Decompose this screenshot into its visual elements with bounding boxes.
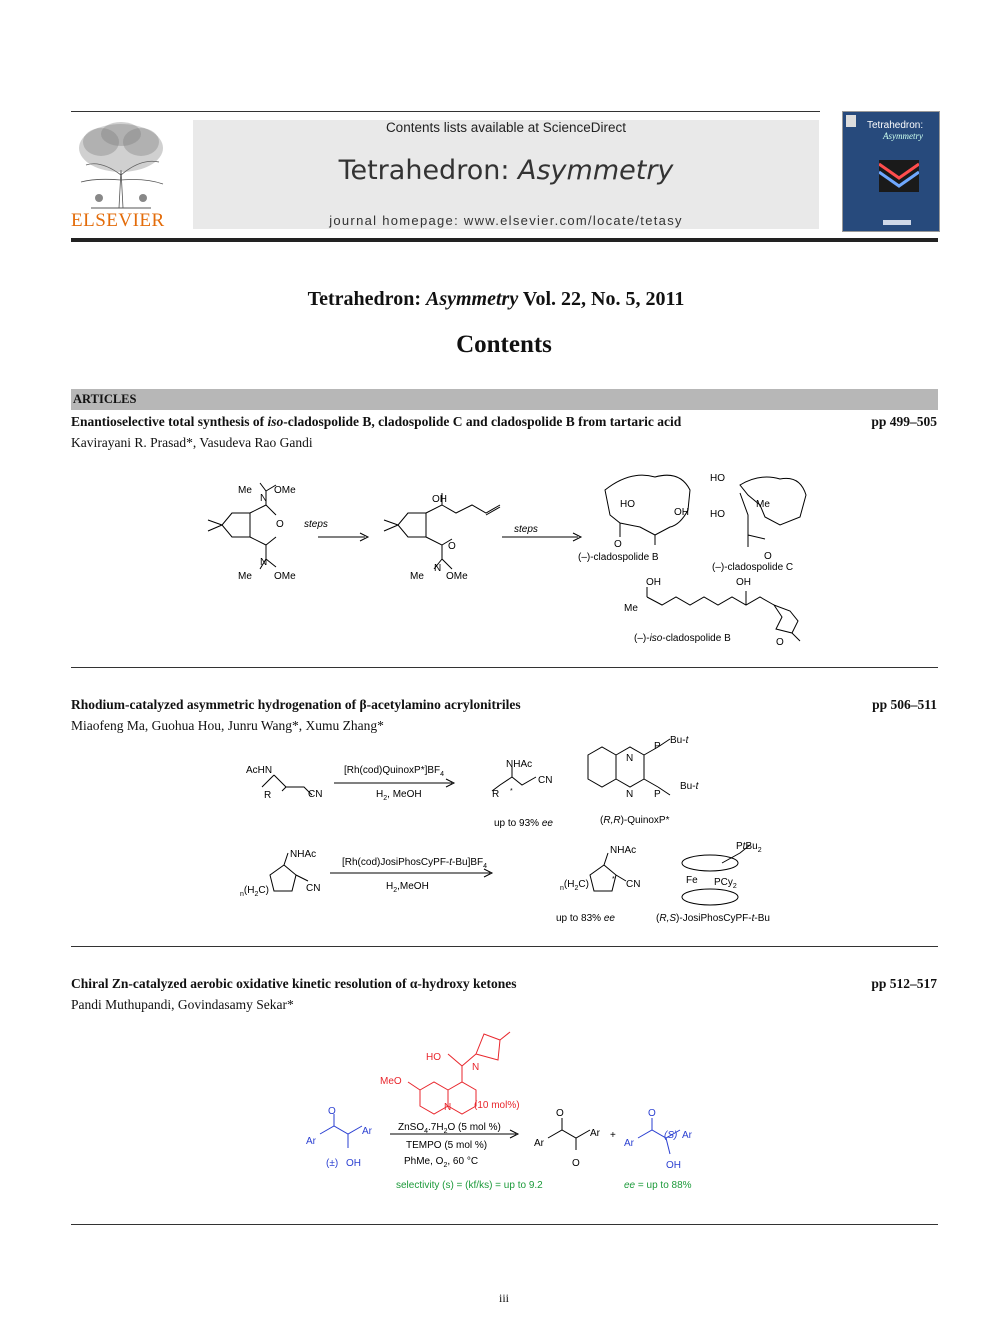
r2-nhac: NHAc [290, 849, 317, 860]
int-n: N [434, 563, 442, 574]
prod2-o: O [764, 551, 772, 562]
prod3-me: Me [624, 603, 638, 614]
lig1-n1: N [626, 753, 634, 764]
lig2-pcy: PCy$_2$ [714, 877, 737, 890]
sm-racemic: (±) [326, 1158, 339, 1169]
divider-1 [71, 667, 938, 668]
article-2-authors: Miaofeng Ma, Guohua Hou, Junru Wang*, Xumu Zhang* [71, 718, 384, 733]
sm-me-bot: Me [238, 571, 252, 582]
ee-text: ee = up to 88% [624, 1180, 692, 1191]
article-1-scheme [200, 465, 820, 650]
article-3-pages: pp 512–517 [871, 976, 937, 991]
contents-lists-line: Contents lists available at ScienceDirect [385, 120, 627, 135]
sm-ome-top: OMe [274, 485, 296, 496]
arrow2-steps: steps [514, 524, 538, 535]
article-2-pages: pp 506–511 [872, 697, 937, 712]
p2-ar2: Ar [682, 1130, 692, 1141]
r2-conditions: $H_2,MeOH$ [386, 881, 429, 894]
prod1-o: O [614, 539, 622, 550]
p2-stereo: (S) [664, 1130, 678, 1141]
lig2-ptbu: PtBu$_2$ [736, 841, 762, 854]
p1-star: * [510, 788, 513, 795]
sm-o: O [276, 519, 284, 530]
p2-cn: CN [626, 879, 641, 890]
prod2-me: Me [756, 499, 770, 510]
prod2-label: (–)-cladospolide C [712, 562, 794, 573]
cond-1: $ZnSO_4.7H_2O$ (5 mol %) [398, 1122, 501, 1135]
sm-n-bot: N [260, 557, 268, 568]
p1-o1: O [556, 1108, 564, 1119]
lig1-p1: P [654, 741, 661, 752]
prod3-label: (–)-iso-cladospolide B [634, 633, 731, 644]
r1-r: R [264, 790, 272, 801]
article-1-pages: pp 499–505 [871, 414, 937, 429]
p1-cn: CN [538, 775, 553, 786]
lig2-fe: Fe [686, 875, 698, 886]
r2-h2c: $_n(H_2C)$ [240, 885, 269, 898]
cat-meo: MeO [380, 1076, 402, 1087]
p2-ee: up to 83% ee [556, 913, 615, 924]
r1-conditions: $H_2$, MeOH [376, 789, 422, 802]
cover-publisher-icon [846, 115, 856, 127]
p2-nhac: NHAc [610, 845, 637, 856]
r2-cn: CN [306, 883, 321, 894]
prod1-ho: HO [620, 499, 635, 510]
p2-star: * [612, 876, 615, 883]
r1-catalyst: $[Rh(cod)QuinoxP*]BF_4$ [344, 765, 445, 778]
int-me: Me [410, 571, 424, 582]
prod3-oh2: OH [736, 577, 751, 588]
sm-me-top: Me [238, 485, 252, 496]
sm-oh: OH [346, 1158, 361, 1169]
header-top-rule [71, 111, 820, 112]
sm-o: O [328, 1106, 336, 1117]
lig1-but2: Bu-t [680, 781, 699, 792]
cat-loading: (10 mol%) [474, 1100, 520, 1111]
cond-2: TEMPO (5 mol %) [406, 1140, 488, 1151]
p2-h2c: $_n(H_2C)$ [560, 879, 589, 892]
cover-subtitle: Asymmetry [883, 131, 923, 141]
selectivity-text: selectivity (s) = (kf/ks) = up to 9.2 [396, 1180, 543, 1191]
cond-3: PhMe, $O_2$, 60 °C [404, 1156, 479, 1169]
divider-2 [71, 946, 938, 947]
cover-footer-mark [883, 220, 911, 225]
elsevier-logo [71, 120, 171, 232]
divider-3 [71, 1224, 938, 1225]
header-thick-rule [71, 238, 938, 242]
elsevier-wordmark: ELSEVIER [71, 210, 165, 231]
article-2-title[interactable]: Rhodium-catalyzed asymmetric hydrogenation of β-acetylamino acrylonitriles [71, 697, 521, 712]
cat-n1: N [472, 1062, 480, 1073]
int-oh: OH [432, 494, 447, 505]
prod1-oh: OH [674, 507, 689, 518]
sm-ome-bot: OMe [274, 571, 296, 582]
r1-achn: AcHN [246, 765, 273, 776]
contents-heading: Contents [456, 331, 552, 358]
plus-sign: + [610, 1130, 616, 1141]
cover-title: Tetrahedron: [867, 120, 924, 131]
article-3-title[interactable]: Chiral Zn-catalyzed aerobic oxidative kinetic resolution of α-hydroxy ketones [71, 976, 517, 991]
p2-ar1: Ar [624, 1138, 634, 1149]
p1-nhac: NHAc [506, 759, 533, 770]
p1-ar1: Ar [534, 1138, 544, 1149]
elsevier-tree-icon [71, 120, 171, 210]
journal-homepage[interactable]: journal homepage: www.elsevier.com/locate/tetasy [329, 213, 683, 228]
int-ome: OMe [446, 571, 468, 582]
journal-cover [842, 111, 940, 232]
arrow1-steps: steps [304, 519, 328, 530]
lig1-p2: P [654, 789, 661, 800]
article-1-authors: Kavirayani R. Prasad*, Vasudeva Rao Gandi [71, 435, 313, 450]
int-o: O [448, 541, 456, 552]
journal-title: Tetrahedron: Asymmetry [338, 155, 674, 186]
r2-catalyst: $[Rh(cod)JosiPhosCyPF-t-Bu]BF_4$ [342, 857, 488, 870]
p1-r: R [492, 789, 500, 800]
r1-cn: CN [308, 789, 323, 800]
lig1-but1: Bu-t [670, 735, 689, 746]
issue-title: Tetrahedron: Asymmetry Vol. 22, No. 5, 2011 [307, 288, 685, 310]
p1-o2: O [572, 1158, 580, 1169]
article-1-title[interactable]: Enantioselective total synthesis of iso-cladospolide B, cladospolide C and cladospolide B from tartaric acid [71, 414, 682, 429]
lig2-label: (R,S)-JosiPhosCyPF-t-Bu [656, 913, 770, 924]
prod1-label: (–)-cladospolide B [578, 552, 659, 563]
article-3-scheme [300, 1030, 720, 1200]
article-2-scheme [230, 735, 790, 930]
sm-n-top: N [260, 493, 268, 504]
prod3-o: O [776, 637, 784, 648]
section-bar [71, 389, 938, 410]
p2-o: O [648, 1108, 656, 1119]
sm-ar2: Ar [362, 1126, 372, 1137]
prod2-ho: HO [710, 509, 725, 520]
cat-n2: N [444, 1102, 452, 1113]
section-label: ARTICLES [73, 392, 137, 406]
p1-ee: up to 93% ee [494, 818, 553, 829]
lig1-n2: N [626, 789, 634, 800]
cover-image [879, 160, 919, 192]
p2-oh: OH [666, 1160, 681, 1171]
cat-ho: HO [426, 1052, 441, 1063]
article-3-authors: Pandi Muthupandi, Govindasamy Sekar* [71, 997, 294, 1012]
sm-ar1: Ar [306, 1136, 316, 1147]
lig1-label: (R,R)-QuinoxP* [600, 815, 670, 826]
prod2-ho-top: HO [710, 473, 725, 484]
p1-ar2: Ar [590, 1128, 600, 1139]
page-number: iii [498, 1291, 509, 1305]
prod3-oh1: OH [646, 577, 661, 588]
